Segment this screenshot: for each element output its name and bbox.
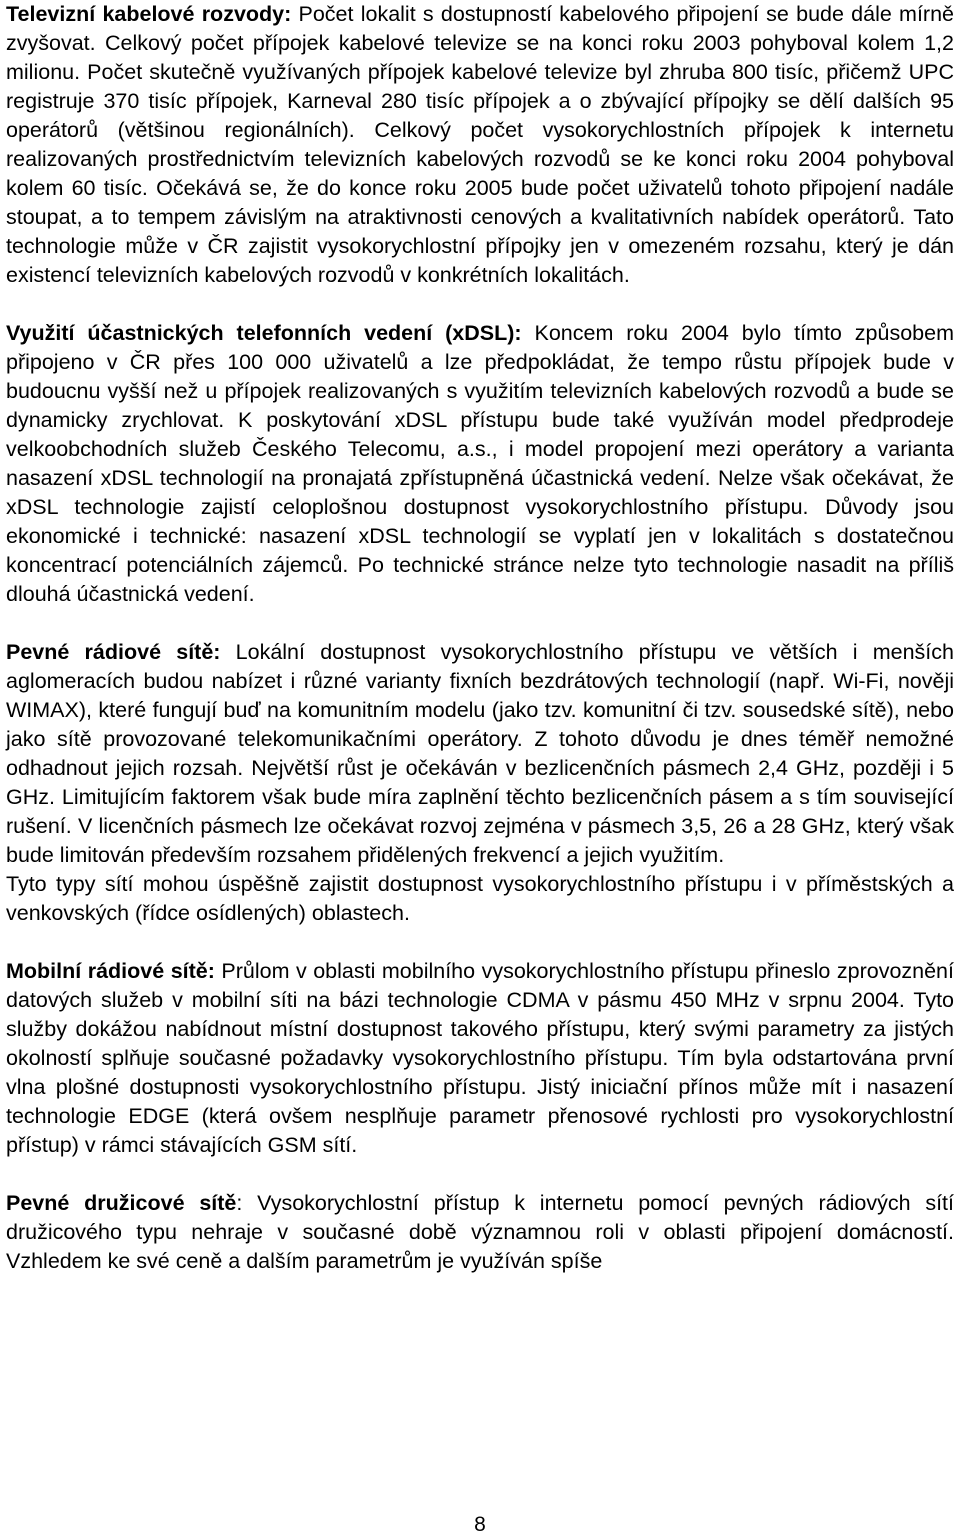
paragraph-fixed-radio (6, 638, 954, 870)
heading-satellite: Pevné družicové sítě (6, 1191, 237, 1215)
body-xdsl: Koncem roku 2004 bylo tímto způsobem připojeno v ČR přes 100 000 uživatelů a lze předpokládat, že tempo růstu přípojek bude v budoucnu vyšší než u přípojek realizovaných s využitím televizních kabelových rozvodů a bude se dynamicky zrychlovat. K poskytování xDSL přístupu bude také využíván model předprodeje velkoobchodních služeb Českého Telecomu, a.s., i model propojení mezi operátory a varianta nasazení xDSL technologií na pronajatá zpřístupněná účastnická vedení. Nelze však očekávat, že xDSL technologie zajistí celoplošnou dostupnost vysokorychlostního přístupu. Důvody jsou ekonomické i technické: nasazení xDSL technologií se vyplatí jen v lokalitách s dostatečnou koncentrací potenciálních zájemců. Po technické stránce nelze tyto technologie nasadit na příliš dlouhá účastnická vedení. (6, 321, 954, 606)
page-number: 8 (474, 1513, 486, 1536)
heading-fixed-radio: Pevné rádiové sítě: (6, 640, 221, 664)
paragraph-satellite (6, 1189, 954, 1276)
body-mobile-radio: Průlom v oblasti mobilního vysokorychlostního přístupu přineslo zprovoznění datových služeb v mobilní síti na bázi technologie CDMA v pásmu 450 MHz v srpnu 2004. Tyto služby dokážou nabídnout místní dostupnost takového přístupu, který svými parametry za jistých okolností splňuje současné požadavky vysokorychlostního přístupu. Tím byla odstartována první vlna plošné dostupnosti vysokorychlostního přístupu. Jistý iniciační přínos může mít i nasazení technologie EDGE (která ovšem nesplňuje parametr přenosové rychlosti pro vysokorychlostní přístup) v rámci stávajících GSM sítí. (6, 959, 954, 1157)
document-page (6, 0, 954, 1276)
paragraph-xdsl (6, 319, 954, 609)
body-cable-tv: Počet lokalit s dostupností kabelového připojení se bude dále mírně zvyšovat. Celkový počet přípojek kabelové televize se na konci roku 2003 pohyboval kolem 1,2 milionu. Počet skutečně využívaných přípojek kabelové televize byl zhruba 800 tisíc, přičemž UPC registruje 370 tisíc přípojek, Karneval 280 tisíc přípojek a o zbývající přípojky se dělí dalších 95 operátorů (většinou regionálních). Celkový počet vysokorychlostních přípojek k internetu realizovaných prostřednictvím televizních kabelových rozvodů se ke konci roku 2004 pohyboval kolem 60 tisíc. Očekává se, že do konce roku 2005 bude počet uživatelů tohoto připojení nadále stoupat, a to tempem závislým na atraktivnosti cenových a kvalitativních nabídek operátorů. Tato technologie může v ČR zajistit vysokorychlostní přípojky jen v omezeném rozsahu, který je dán existencí televizních kabelových rozvodů v konkrétních lokalitách. (6, 2, 954, 287)
body-fixed-radio: Lokální dostupnost vysokorychlostního přístupu ve větších i menších aglomeracích budou nabízet i různé varianty fixních bezdrátových technologií (např. Wi-Fi, nověji WIMAX), které fungují buď na komunitním modelu (jako tzv. komunitní či tzv. sousedské sítě), nebo jako sítě provozované telekomunikačními operátory. Z tohoto důvodu je dnes téměř nemožné odhadnout jejich rozsah. Největší růst je očekáván v bezlicenčních pásmech 2,4 GHz, později i 5 GHz. Limitujícím faktorem však bude míra zaplnění těchto bezlicenčních pásem a s tím související rušení. V licenčních pásmech lze očekávat rozvoj zejména v pásmech 3,5, 26 a 28 GHz, který však bude limitován především rozsahem přidělených frekvencí a jejich využitím. (6, 640, 954, 867)
paragraph-mobile-radio (6, 957, 954, 1160)
body-fixed-radio-continued: Tyto typy sítí mohou úspěšně zajistit dostupnost vysokorychlostního přístupu i v příměstských a venkovských (řídce osídlených) oblastech. (6, 872, 954, 925)
paragraph-cable-tv (6, 0, 954, 290)
heading-xdsl: Využití účastnických telefonních vedení (xDSL): (6, 321, 522, 345)
heading-mobile-radio: Mobilní rádiové sítě: (6, 959, 215, 983)
body-satellite: : Vysokorychlostní přístup k internetu pomocí pevných rádiových sítí družicového typu nehraje v současné době významnou roli v oblasti připojení domácností. Vzhledem ke své ceně a dalším parametrům je využíván spíše (6, 1191, 955, 1273)
paragraph-fixed-radio-continued (6, 870, 954, 928)
heading-cable-tv: Televizní kabelové rozvody: (6, 2, 292, 26)
